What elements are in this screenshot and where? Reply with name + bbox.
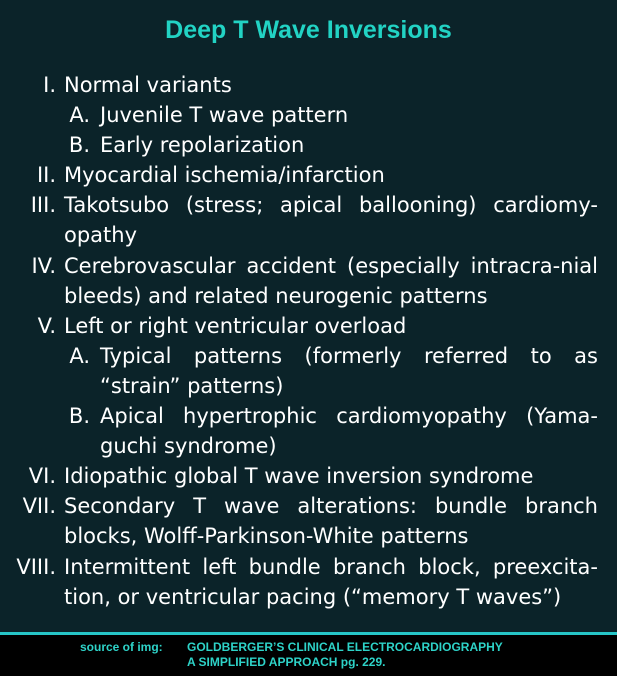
- item-text: Typical patterns (formerly referred to as “strain” patterns): [100, 343, 598, 398]
- list-item: [0, 552, 617, 612]
- list-subitem: [0, 130, 617, 160]
- list-subitem: [0, 401, 617, 461]
- item-text: Left or right ventricular overload: [64, 313, 407, 338]
- item-text: Apical hypertrophic cardiomyopathy (Yama-guchi syndrome): [100, 404, 598, 459]
- item-number: A.: [69, 343, 90, 368]
- list-item: [0, 160, 617, 190]
- item-text: Intermittent left bundle branch block, preexcita-tion, or ventricular pacing (“memory T waves”): [64, 554, 598, 609]
- item-number: II.: [36, 163, 56, 188]
- item-text: Secondary T wave alterations: bundle branch blocks, Wolff-Parkinson-White patterns: [64, 494, 598, 549]
- item-number: B.: [68, 133, 90, 158]
- list-subitem: [0, 100, 617, 130]
- item-text: Myocardial ischemia/infarction: [64, 163, 385, 188]
- item-text: Idiopathic global T wave inversion syndrome: [64, 464, 534, 489]
- outline-list: [0, 70, 617, 612]
- item-number: B.: [68, 404, 90, 429]
- item-number: IV.: [31, 253, 56, 278]
- item-number: I.: [43, 73, 56, 97]
- list-item: [0, 311, 617, 341]
- item-text: Normal variants: [64, 73, 232, 97]
- item-number: VIII.: [16, 554, 56, 579]
- item-number: A.: [69, 103, 90, 128]
- list-item: [0, 491, 617, 551]
- list-item: [0, 461, 617, 491]
- source-line-2: A SIMPLIFIED APPROACH pg. 229.: [187, 655, 386, 669]
- source-line-1: GOLDBERGER’S CLINICAL ELECTROCARDIOGRAPHY: [187, 640, 503, 654]
- item-text: Juvenile T wave pattern: [100, 103, 349, 128]
- item-number: III.: [30, 193, 56, 218]
- item-text: Cerebrovascular accident (especially intracra-nial bleeds) and related neurogenic patterns: [64, 253, 598, 308]
- list-item: [0, 70, 617, 100]
- source-footer: [0, 635, 617, 676]
- item-text: Early repolarization: [100, 133, 305, 158]
- list-subitem: [0, 341, 617, 401]
- item-text: Takotsubo (stress; apical ballooning) cardiomy-opathy: [64, 193, 598, 248]
- item-number: V.: [37, 313, 56, 338]
- list-item: [0, 251, 617, 311]
- item-number: VII.: [22, 494, 56, 519]
- list-item: [0, 190, 617, 250]
- slide-title: Deep T Wave Inversions: [165, 16, 452, 44]
- source-label: source of img:: [80, 640, 163, 654]
- item-number: VI.: [28, 464, 56, 489]
